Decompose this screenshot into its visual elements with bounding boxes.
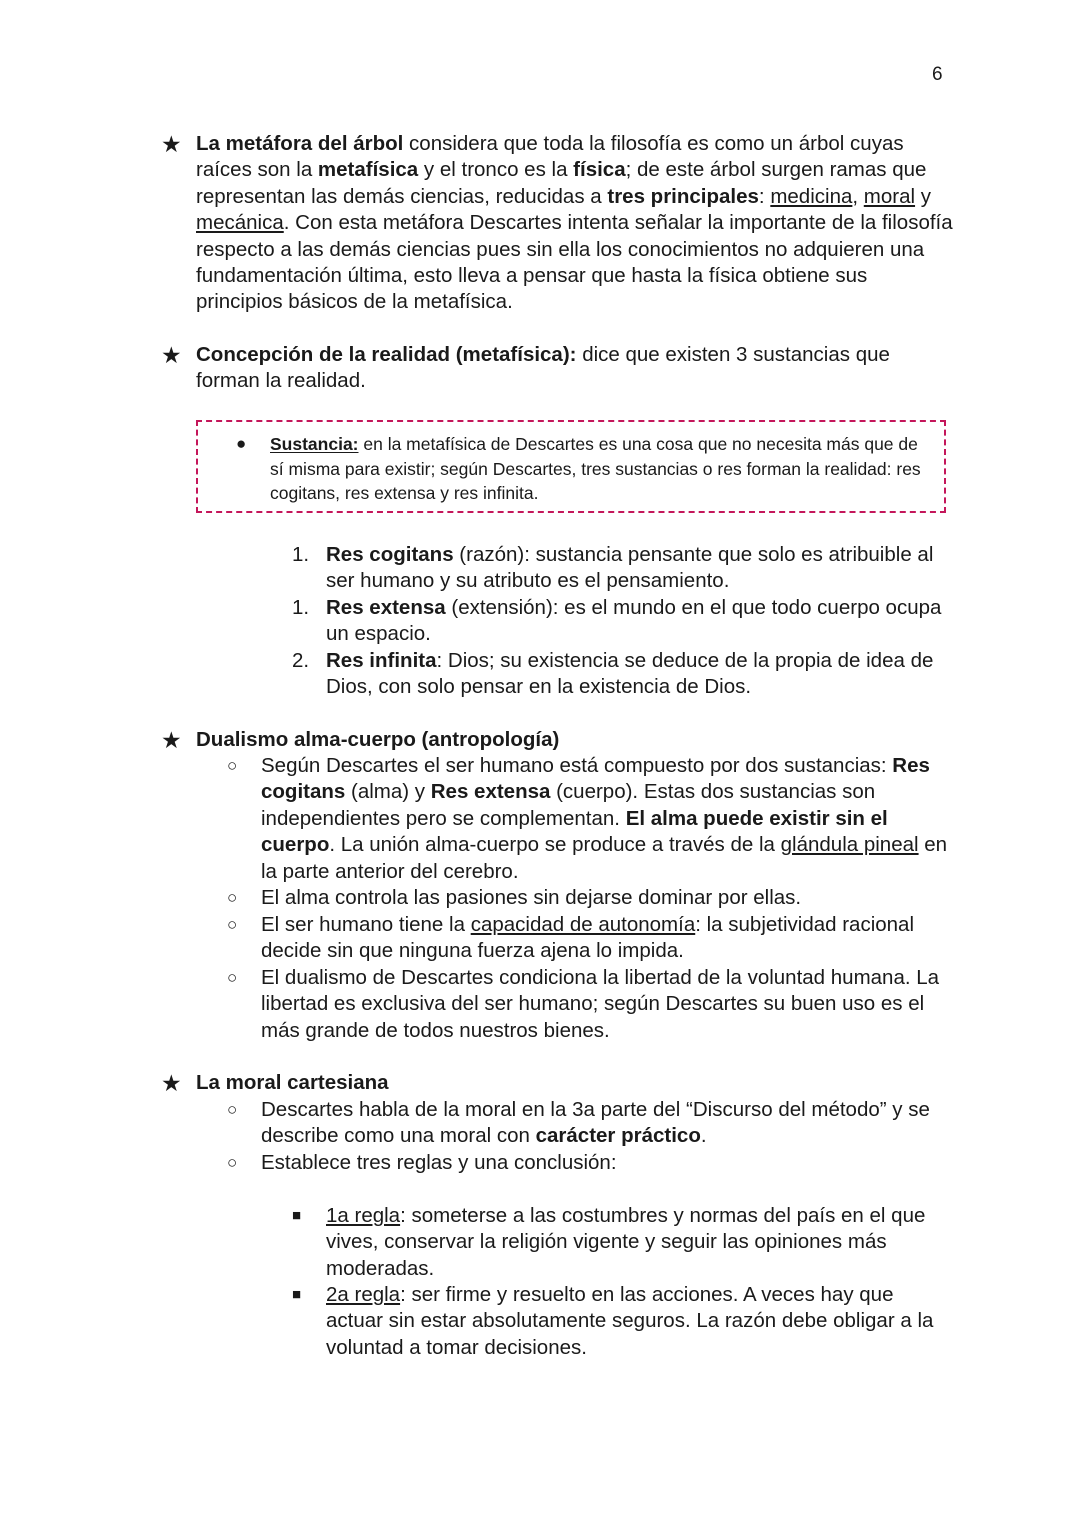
definition-text: Sustancia: en la metafísica de Descartes es una cosa que no necesita más que de sí misma para existir; según Descartes, tres sustancias o res forman la realidad: res cogitans, res extensa y res infinita.	[270, 434, 921, 503]
section-arbol: La metáfora del árbol considera que toda la filosofía es como un árbol cuyas raíces son la metafísica y el tronco es la física; de este árbol surgen ramas que representan las demás ciencias, reducidas a tres principales: medicina, moral y mecánica. Con esta metáfora Descartes intenta señalar la importante de la filosofía respecto a las demás ciencias pues sin ella los conocimientos no adquieren una fundamentación última, esto lleva a pensar que hasta la física obtiene sus principios básicos de la metafísica.	[196, 132, 953, 314]
section-dualismo-title: Dualismo alma-cuerpo (antropología)	[196, 728, 560, 751]
list-item: Según Descartes el ser humano está compuesto por dos sustancias: Res cogitans (alma) y Res extensa (cuerpo). Estas dos sustancias son independientes pero se complementan. El alma puede existir sin el cuerpo. La unión alma-cuerpo se produce a través de la glándula pineal en la parte anterior del cerebro.	[261, 754, 948, 883]
circle-bullet-icon: ○	[227, 1153, 238, 1172]
list-item: Descartes habla de la moral en la 3a parte del “Discurso del método” y se describe como una moral con carácter práctico.	[261, 1098, 930, 1148]
list-number: 1.	[292, 596, 310, 619]
list-item: El ser humano tiene la capacidad de autonomía: la subjetividad racional decide sin que ninguna fuerza ajena lo impida.	[261, 913, 915, 963]
page-number: 6	[932, 64, 943, 85]
list-item: El alma controla las pasiones sin dejarse dominar por ellas.	[261, 886, 802, 909]
list-item: El dualismo de Descartes condiciona la libertad de la voluntad humana. La libertad es exclusiva del ser humano; según Descartes su buen uso es el más grande de todos nuestros bienes.	[261, 966, 940, 1042]
square-bullet-icon: ■	[292, 1207, 302, 1224]
list-item: Res infinita: Dios; su existencia se deduce de la propia de idea de Dios, con solo pensar en la existencia de Dios.	[326, 649, 934, 699]
star-bullet-icon: ★	[161, 342, 182, 368]
section-realidad: Concepción de la realidad (metafísica): dice que existen 3 sustancias que forman la realidad.	[196, 343, 890, 393]
list-item: 1a regla: someterse a las costumbres y normas del país en el que vives, conservar la religión vigente y seguir las opiniones más moderadas.	[326, 1204, 926, 1280]
list-item: Establece tres reglas y una conclusión:	[261, 1151, 617, 1174]
circle-bullet-icon: ○	[227, 968, 238, 987]
section-moral-title: La moral cartesiana	[196, 1071, 389, 1094]
square-bullet-icon: ■	[292, 1286, 302, 1303]
dot-bullet-icon: ●	[236, 434, 247, 453]
star-bullet-icon: ★	[161, 727, 182, 753]
circle-bullet-icon: ○	[227, 756, 238, 775]
list-number: 2.	[292, 649, 310, 672]
section-title: La metáfora del árbol	[196, 132, 404, 155]
circle-bullet-icon: ○	[227, 888, 238, 907]
section-title: Concepción de la realidad (metafísica):	[196, 343, 577, 366]
list-item: Res cogitans (razón): sustancia pensante que solo es atribuible al ser humano y su atributo es el pensamiento.	[326, 543, 934, 593]
list-item: Res extensa (extensión): es el mundo en el que todo cuerpo ocupa un espacio.	[326, 596, 942, 646]
list-number: 1.	[292, 543, 310, 566]
star-bullet-icon: ★	[161, 131, 182, 157]
star-bullet-icon: ★	[161, 1070, 182, 1096]
list-item: 2a regla: ser firme y resuelto en las acciones. A veces hay que actuar sin estar absolutamente seguros. La razón debe obligar a la voluntad a tomar decisiones.	[326, 1283, 934, 1359]
circle-bullet-icon: ○	[227, 1100, 238, 1119]
circle-bullet-icon: ○	[227, 915, 238, 934]
